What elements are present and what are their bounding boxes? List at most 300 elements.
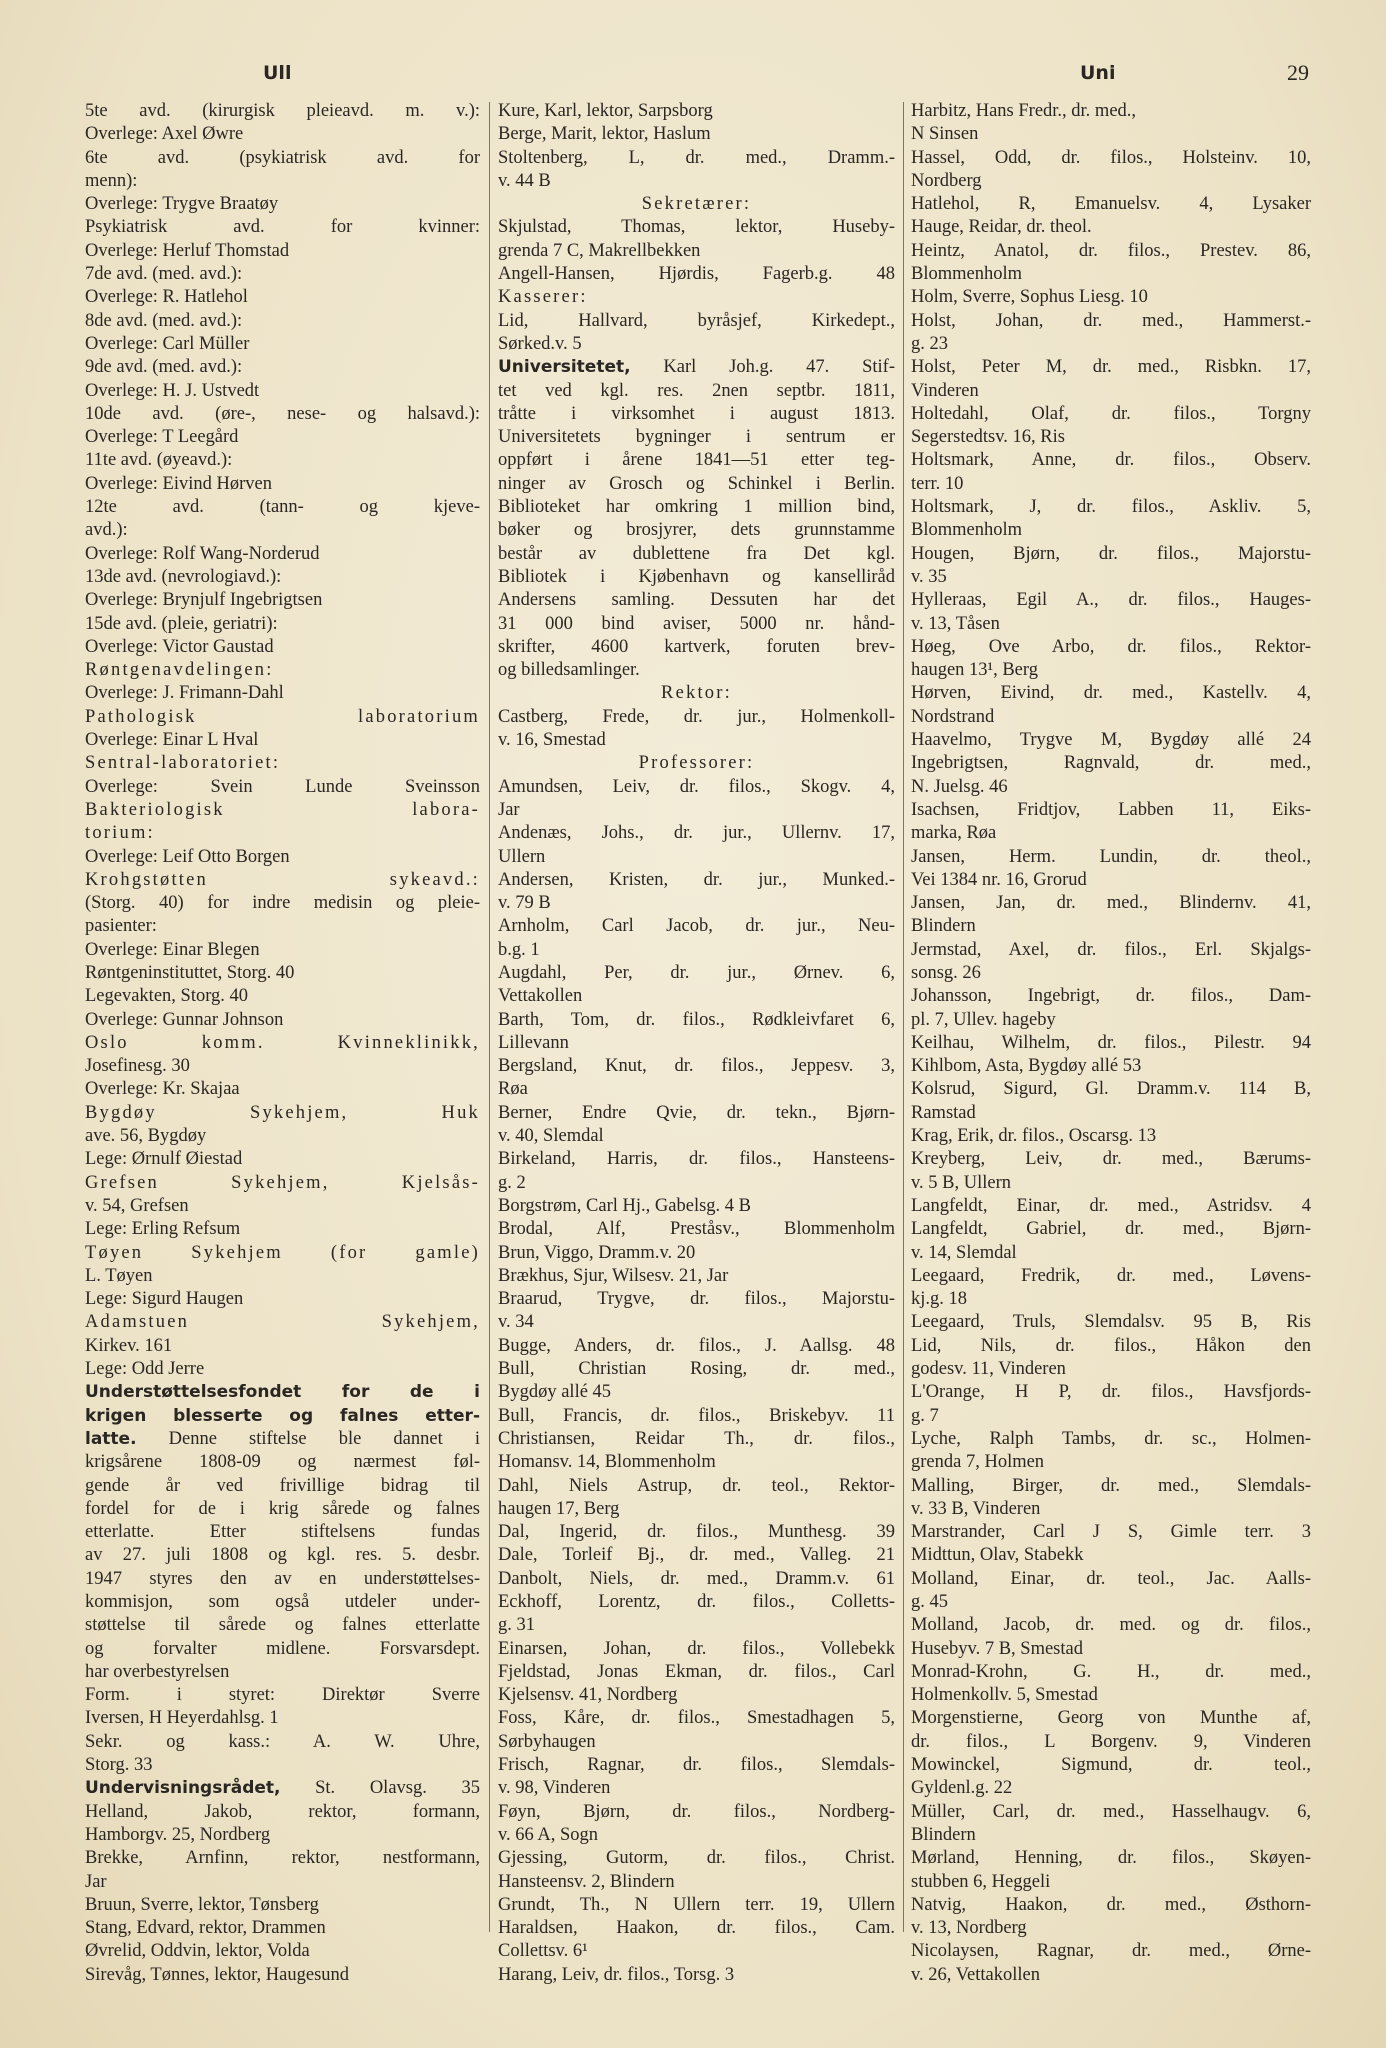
text-line [85,1544,480,1567]
text-column-3 [911,100,1311,2030]
line-text: 15de avd. (pleie, geriatri): [85,613,278,634]
line-text: Midttun, Olav, Stabekk [911,1545,1084,1566]
line-text: Frisch, Ragnar, dr. filos., Slemdals- [498,1755,895,1776]
text-line [85,193,480,216]
text-line [911,170,1311,193]
text-line [911,1148,1311,1171]
line-text: Øvrelid, Oddvin, lektor, Volda [85,1941,310,1962]
text-line [911,613,1311,636]
text-line [911,799,1311,822]
text-line [85,216,480,239]
text-line [498,519,895,542]
text-line [85,962,480,985]
text-line [85,869,480,892]
text-line [85,589,480,612]
text-line [85,1754,480,1777]
text-line [911,1358,1311,1381]
line-text: 12te avd. (tann- og kjeve- [85,497,480,518]
text-line [498,846,895,869]
line-text: Bugge, Anders, dr. filos., J. Aallsg. 48 [498,1335,895,1356]
text-line [911,1451,1311,1474]
line-text: 1947 styres den av en understøttelses- [85,1568,480,1589]
line-text: Holst, Johan, dr. med., Hammerst.- [911,310,1311,331]
line-text: Leegaard, Fredrik, dr. med., Løvens- [911,1265,1311,1286]
line-text: Mowinckel, Sigmund, dr. teol., [911,1755,1311,1776]
line-text: v. 13, Nordberg [911,1918,1027,1939]
text-line [498,1428,895,1451]
line-text: g. 2 [498,1172,526,1193]
line-text: Kreyberg, Leiv, dr. med., Bærums- [911,1149,1311,1170]
line-text: Krohgstøtten sykeavd.: [85,869,480,890]
line-text: av 27. juli 1808 og kgl. res. 5. desbr. [85,1545,480,1566]
line-text: Berge, Marit, lektor, Haslum [498,124,711,145]
text-line [85,496,480,519]
line-text: Stang, Edvard, rektor, Drammen [85,1918,326,1939]
text-line [85,706,480,729]
line-text: Vinderen [911,380,979,401]
text-line [85,1218,480,1241]
text-line [498,170,895,193]
line-text: Andenæs, Johs., dr. jur., Ullernv. 17, [498,823,895,844]
line-text: Krag, Erik, dr. filos., Oscarsg. 13 [911,1126,1157,1147]
line-text: ninger av Grosch og Schinkel i Berlin. [498,473,895,494]
text-line [498,1871,895,1894]
text-line [85,403,480,426]
page-number: 29 [1287,60,1309,85]
line-text: Overlege: R. Hatlehol [85,287,248,308]
line-text: 8de avd. (med. avd.): [85,310,243,331]
line-text: Homansv. 14, Blommenholm [498,1452,716,1473]
line-text: Form. i styret: Direktør Sverre [85,1685,480,1706]
text-line [911,1195,1311,1218]
line-text: g. 23 [911,333,948,354]
text-line [911,1405,1311,1428]
text-line [85,1498,480,1521]
line-text: Bibliotek i Kjøbenhavn og kanselliråd [498,566,895,587]
line-text: kommisjon, som også utdeler under- [85,1592,480,1612]
text-line [911,939,1311,962]
text-line [498,216,895,239]
line-text: N Sinsen [911,124,979,145]
text-line [498,1591,895,1614]
line-text: Kasserer: [498,287,588,308]
line-text: Blindern [911,916,976,937]
line-text: Keilhau, Wilhelm, dr. filos., Pilestr. 94 [911,1032,1311,1053]
text-line [911,892,1311,915]
text-column-1 [85,100,480,2030]
text-line [911,1125,1311,1148]
line-text: Overlege: Axel Øwre [85,124,244,145]
text-line [85,799,480,822]
text-line [498,752,895,775]
text-line [911,1009,1311,1032]
text-line [85,1521,480,1544]
line-text: g. 7 [911,1405,939,1426]
text-line [85,1871,480,1894]
line-text: Müller, Carl, dr. med., Hasselhaugv. 6, [911,1801,1311,1822]
line-text: menn): [85,170,138,191]
text-line [85,915,480,938]
text-line [498,543,895,566]
line-text: Berner, Endre Qvie, dr. tekn., Bjørn- [498,1102,895,1123]
text-line [498,263,895,286]
text-line [911,1638,1311,1661]
text-line [85,1661,480,1684]
line-text: terr. 10 [911,473,964,494]
text-line [498,1195,895,1218]
text-line [911,123,1311,146]
line-text: pasienter: [85,916,157,937]
line-text: Lege: Ørnulf Øiestad [85,1149,243,1170]
text-line [911,473,1311,496]
text-line [498,1917,895,1940]
line-text: Overlege: Trygve Braatøy [85,194,279,215]
line-text: pl. 7, Ullev. hageby [911,1009,1056,1030]
text-line [498,915,895,938]
text-line [85,776,480,799]
line-text: Hansteensv. 2, Blindern [498,1871,675,1892]
line-text: Overlege: Eivind Hørven [85,473,272,494]
text-line [911,426,1311,449]
line-text: Marstrander, Carl J S, Gimle terr. 3 [911,1522,1311,1543]
line-text: grenda 7 C, Makrellbekken [498,240,701,261]
text-line [911,1661,1311,1684]
text-line [85,473,480,496]
text-line [85,1894,480,1917]
text-line [85,1055,480,1078]
text-line [911,449,1311,472]
line-text: Sentral-laboratoriet: [85,753,281,774]
line-text: Grundt, Th., N Ullern terr. 19, Ullern [498,1894,895,1915]
text-line [911,380,1311,403]
line-text: Molland, Jacob, dr. med. og dr. filos., [911,1615,1311,1636]
line-text: Helland, Jakob, rektor, formann, [85,1801,480,1822]
text-line [85,356,480,379]
line-text: 5te avd. (kirurgisk pleieavd. m. v.): [85,101,480,121]
line-text: Sirevåg, Tønnes, lektor, Haugesund [85,1964,350,1985]
line-text: 31 000 bind aviser, 5000 nr. hånd- [498,613,895,634]
line-text: Monrad-Krohn, G. H., dr. med., [911,1661,1311,1682]
line-text: Brun, Viggo, Dramm.v. 20 [498,1242,696,1263]
line-text: Overlege: H. J. Ustvedt [85,380,260,401]
text-line [85,1148,480,1171]
line-text: Overlege: Victor Gaustad [85,636,274,657]
line-text: Bruun, Sverre, lektor, Tønsberg [85,1894,319,1915]
line-text: Johansson, Ingebrigt, dr. filos., Dam- [911,986,1311,1007]
line-text: Rektor: [661,683,732,704]
text-line [85,286,480,309]
text-line [911,403,1311,426]
text-line [911,962,1311,985]
line-text: Sørbyhaugen [498,1731,596,1752]
line-text: v. 14, Slemdal [911,1242,1017,1263]
text-line [498,403,895,426]
text-line [85,729,480,752]
line-text: Ramstad [911,1102,976,1123]
text-line [911,240,1311,263]
text-line [911,216,1311,239]
line-text: Overlege: Einar Blegen [85,939,260,960]
line-text: v. 35 [911,566,947,587]
line-text: stubben 6, Heggeli [911,1871,1051,1892]
line-text: Sørked.v. 5 [498,333,582,354]
text-line [85,240,480,263]
text-line [85,1451,480,1474]
line-text: Nicolaysen, Ragnar, dr. med., Ørne- [911,1941,1311,1962]
text-line [911,1777,1311,1800]
line-text: grenda 7, Holmen [911,1452,1045,1473]
text-line [911,1242,1311,1265]
line-text: Iversen, H Heyerdahlsg. 1 [85,1708,279,1729]
text-line [85,380,480,403]
text-line [498,729,895,752]
text-line [85,1917,480,1940]
line-text: Overlege: Leif Otto Borgen [85,846,290,867]
line-text: skrifter, 4600 kartverk, foruten brev- [498,636,895,657]
line-text: Harang, Leiv, dr. filos., Torsg. 3 [498,1964,735,1985]
text-line [85,1940,480,1963]
text-line [498,682,895,705]
line-text: tet ved kgl. res. 2nen septbr. 1811, [498,380,895,401]
text-line [498,1218,895,1241]
line-text: L'Orange, H P, dr. filos., Havsfjords- [911,1382,1311,1403]
line-text: sonsg. 26 [911,962,981,983]
entry-heading: Undervisningsrådet, [85,1778,281,1799]
text-line [911,915,1311,938]
line-text: haugen 13¹, Berg [911,660,1038,681]
line-text: v. 40, Slemdal [498,1126,604,1147]
line-text: 10de avd. (øre-, nese- og halsavd.): [85,403,480,424]
line-text: fordel for de i krig sårede og falnes [85,1498,480,1519]
line-text: Segerstedtsv. 16, Ris [911,427,1065,448]
text-line [911,1475,1311,1498]
line-text: v. 26, Vettakollen [911,1964,1040,1985]
line-text: og forvalter midlene. Forsvarsdept. [85,1638,480,1659]
line-text: Holst, Peter M, dr. med., Risbkn. 17, [911,357,1311,378]
text-line [498,1544,895,1567]
text-line [498,333,895,356]
text-line [911,1498,1311,1521]
line-text: marka, Røa [911,823,997,844]
text-column-2 [498,100,895,2030]
line-text: Ullern [498,846,546,867]
text-line [911,589,1311,612]
text-line [85,846,480,869]
text-line [911,1311,1311,1334]
text-line [911,1335,1311,1358]
line-text: avd.): [85,520,128,541]
text-line [911,1871,1311,1894]
entry-heading: latte. [85,1428,137,1449]
line-text: Jar [85,1871,107,1892]
line-text: Hougen, Bjørn, dr. filos., Majorstu- [911,543,1311,564]
line-text: Storg. 33 [85,1755,153,1776]
line-text: Lege: Sigurd Haugen [85,1289,244,1310]
text-line [85,1195,480,1218]
line-text: Lege: Odd Jerre [85,1359,205,1380]
line-text: Langfeldt, Gabriel, dr. med., Bjørn- [911,1219,1311,1240]
line-text: Pathologisk laboratorium [85,706,480,727]
line-text: v. 5 B, Ullern [911,1172,1012,1193]
text-line [911,263,1311,286]
line-text: v. 66 A, Sogn [498,1824,599,1845]
text-line [911,1917,1311,1940]
text-line [911,752,1311,775]
line-text: Brækhus, Sjur, Wilsesv. 21, Jar [498,1265,729,1286]
text-line [498,1847,895,1870]
text-line [85,333,480,356]
line-text: Ingebrigtsen, Ragnvald, dr. med., [911,753,1311,774]
line-text: Jar [498,799,520,820]
text-line [911,1707,1311,1730]
text-line [85,1405,480,1428]
text-line [911,310,1311,333]
line-text: Kjelsensv. 41, Nordberg [498,1685,678,1706]
text-line [498,1055,895,1078]
text-line [911,846,1311,869]
line-text: Brodal, Alf, Preståsv., Blommenholm [498,1219,895,1240]
text-line [911,496,1311,519]
line-text: Augdahl, Per, dr. jur., Ørnev. 6, [498,962,895,983]
line-text: Føyn, Bjørn, dr. filos., Nordberg- [498,1801,895,1822]
column-rule [903,102,904,1932]
text-line [911,1265,1311,1288]
text-line [498,1498,895,1521]
line-text: Jermstad, Axel, dr. filos., Erl. Skjalgs- [911,939,1311,960]
line-text: Blommenholm [911,520,1022,541]
line-text: N. Juelsg. 46 [911,776,1008,797]
text-line [85,147,480,170]
text-line [85,1172,480,1195]
text-line [911,519,1311,542]
line-text: Harbitz, Hans Fredr., dr. med., [911,101,1137,121]
text-line [911,985,1311,1008]
line-text: Denne stiftelse ble dannet i [136,1428,480,1449]
text-line [85,1824,480,1847]
text-line [498,1568,895,1591]
line-text: Overlege: Svein Lunde Sveinsson [85,776,480,797]
line-text: Amundsen, Leiv, dr. filos., Skogv. 4, [498,776,895,797]
text-line [498,1242,895,1265]
text-line [498,1684,895,1707]
line-text: Biblioteket har omkring 1 million bind, [498,497,895,518]
text-line [85,1242,480,1265]
line-text: Hauge, Reidar, dr. theol. [911,217,1092,238]
text-line [498,1078,895,1101]
line-text: Andersens samling. Dessuten har det [498,590,895,611]
line-text: Castberg, Frede, dr. jur., Holmenkoll- [498,706,895,727]
line-text: Eckhoff, Lorentz, dr. filos., Colletts- [498,1592,895,1612]
line-text: Braarud, Trygve, dr. filos., Majorstu- [498,1289,895,1310]
text-line [498,473,895,496]
text-line [911,1032,1311,1055]
text-line [498,1102,895,1125]
line-text: Barth, Tom, dr. filos., Rødkleivfaret 6, [498,1009,895,1030]
line-text: Røntgenavdelingen: [85,660,274,681]
text-line [85,1428,480,1451]
line-text: kj.g. 18 [911,1289,968,1310]
text-line [85,1964,480,1987]
text-line [911,566,1311,589]
text-line [85,1591,480,1614]
text-line [85,543,480,566]
text-line [498,147,895,170]
line-text: består av dublettene fra Det kgl. [498,543,895,564]
line-text: 13de avd. (nevrologiavd.): [85,566,282,587]
text-line [498,1148,895,1171]
text-line [911,1568,1311,1591]
line-text: Sekretærer: [641,194,752,215]
text-line [498,613,895,636]
line-text: tråtte i virksomhet i august 1813. [498,403,895,424]
text-line [498,1405,895,1428]
line-text: Foss, Kåre, dr. filos., Smestadhagen 5, [498,1708,895,1729]
text-line [498,1801,895,1824]
text-line [498,939,895,962]
text-line [498,566,895,589]
line-text: Hatlehol, R, Emanuelsv. 4, Lysaker [911,194,1311,215]
line-text: Overlege: Carl Müller [85,333,250,354]
line-text: Borgstrøm, Carl Hj., Gabelsg. 4 B [498,1195,751,1216]
text-line [498,1032,895,1055]
text-line [911,1940,1311,1963]
text-line [498,892,895,915]
column-rule [489,102,490,1932]
text-line [911,333,1311,356]
line-text: Skjulstad, Thomas, lektor, Huseby- [498,217,895,238]
text-line [911,869,1311,892]
text-line [911,1381,1311,1404]
text-line [498,1521,895,1544]
text-line [85,1707,480,1730]
line-text: Jansen, Herm. Lundin, dr. theol., [911,846,1311,867]
line-text: Holmenkollv. 5, Smestad [911,1685,1098,1706]
line-text: St. Olavsg. 35 [280,1778,480,1799]
text-line [85,752,480,775]
line-text: Lege: Erling Refsum [85,1219,241,1240]
text-line [85,1475,480,1498]
line-text: Legevakten, Storg. 40 [85,986,249,1007]
line-text: Psykiatrisk avd. for kvinner: [85,217,480,238]
line-text: Blommenholm [911,264,1022,285]
line-text: Kirkev. 161 [85,1335,173,1356]
text-line [498,193,895,216]
text-line [498,636,895,659]
line-text: Vei 1384 nr. 16, Grorud [911,869,1087,890]
line-text: Sekr. og kass.: A. W. Uhre, [85,1731,480,1752]
text-line [498,706,895,729]
line-text: Holm, Sverre, Sophus Liesg. 10 [911,287,1148,308]
text-line [85,892,480,915]
text-line [911,1684,1311,1707]
line-text: torium: [85,823,155,844]
line-text: Einarsen, Johan, dr. filos., Vollebekk [498,1638,895,1659]
line-text: Lid, Nils, dr. filos., Håkon den [911,1335,1311,1356]
line-text: g. 31 [498,1615,535,1636]
text-line [911,1824,1311,1847]
line-text: L. Tøyen [85,1265,153,1286]
text-line [498,1777,895,1800]
line-text: Hamborgv. 25, Nordberg [85,1824,271,1845]
text-line [498,1125,895,1148]
text-line [498,1381,895,1404]
text-line [498,1614,895,1637]
line-text: Professorer: [638,753,755,774]
line-text: Høeg, Ove Arbo, dr. filos., Rektor- [911,636,1311,657]
text-line [85,1265,480,1288]
line-text: Haraldsen, Haakon, dr. filos., Cam. [498,1918,895,1939]
line-text: Kure, Karl, lektor, Sarpsborg [498,101,713,121]
